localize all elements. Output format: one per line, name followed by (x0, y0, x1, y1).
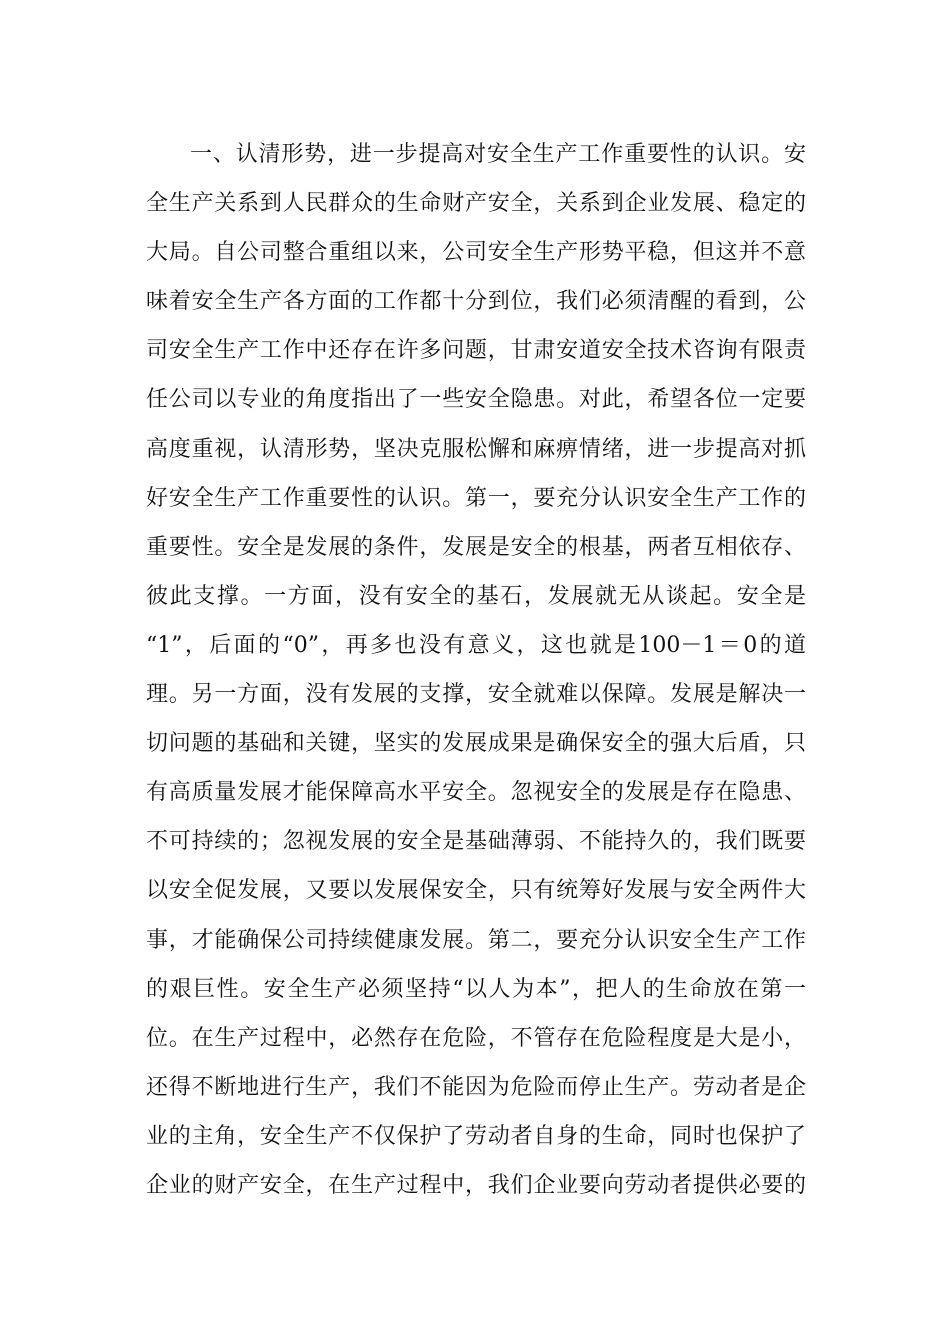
paragraph-line-14: 有高质量发展才能保障高水平安全。忽视安全的发展是存在隐患、 (146, 780, 806, 806)
paragraph-line-8: 好安全生产工作重要性的认识。第一，要充分认识安全生产工作的 (146, 485, 806, 511)
paragraph-line-12: 理。另一方面，没有发展的支撑，安全就难以保障。发展是解决一 (146, 682, 806, 708)
paragraph-line-1: 一、认清形势，进一步提高对安全生产工作重要性的认识。安 (190, 142, 806, 167)
paragraph-line-3: 大局。自公司整合重组以来，公司安全生产形势平稳，但这并不意 (146, 240, 806, 266)
paragraph-line-16: 以安全促发展，又要以发展保安全，只有统筹好发展与安全两件大 (146, 878, 806, 904)
paragraph-line-19: 位。在生产过程中，必然存在危险，不管存在危险程度是大是小， (146, 1025, 806, 1051)
paragraph-line-17: 事，才能确保公司持续健康发展。第二，要充分认识安全生产工作 (146, 927, 806, 953)
body-paragraph (146, 130, 806, 1210)
paragraph-line-4: 味着安全生产各方面的工作都十分到位，我们必须清醒的看到，公 (146, 289, 806, 315)
paragraph-line-6: 任公司以专业的角度指出了一些安全隐患。对此，希望各位一定要 (146, 387, 806, 413)
paragraph-line-5: 司安全生产工作中还存在许多问题，甘肃安道安全技术咨询有限责 (146, 338, 806, 364)
paragraph-line-20: 还得不断地进行生产，我们不能因为危险而停止生产。劳动者是企 (146, 1074, 806, 1100)
paragraph-line-9: 重要性。安全是发展的条件，发展是安全的根基，两者互相依存、 (146, 534, 806, 560)
paragraph-line-18: 的艰巨性。安全生产必须坚持“以人为本”，把人的生命放在第一 (146, 976, 806, 1002)
paragraph-line-7: 高度重视，认清形势，坚决克服松懈和麻痹情绪，进一步提高对抓 (146, 436, 806, 462)
paragraph-line-11: “1”，后面的“0”，再多也没有意义，这也就是100－1＝0的道 (146, 632, 806, 658)
paragraph-line-22: 企业的财产安全，在生产过程中，我们企业要向劳动者提供必要的 (146, 1172, 806, 1198)
paragraph-line-21: 业的主角，安全生产不仅保护了劳动者自身的生命，同时也保护了 (146, 1123, 806, 1149)
paragraph-line-15: 不可持续的；忽视发展的安全是基础薄弱、不能持久的，我们既要 (146, 829, 806, 855)
paragraph-line-10: 彼此支撑。一方面，没有安全的基石，发展就无从谈起。安全是 (146, 583, 806, 609)
paragraph-line-2: 全生产关系到人民群众的生命财产安全，关系到企业发展、稳定的 (146, 191, 806, 217)
paragraph-line-13: 切问题的基础和关键，坚实的发展成果是确保安全的强大后盾，只 (146, 731, 806, 757)
